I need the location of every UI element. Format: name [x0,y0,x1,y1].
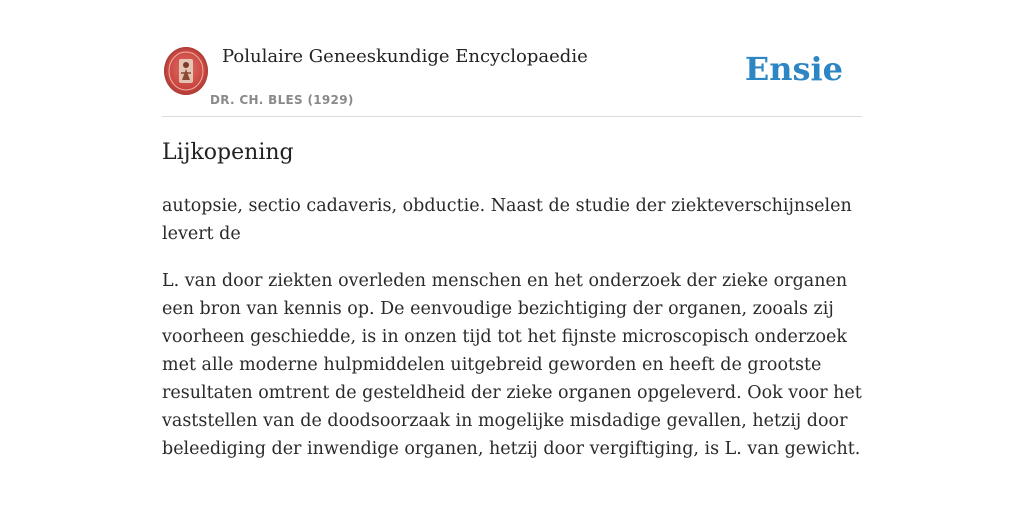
encyclopedia-seal-icon[interactable] [164,47,208,95]
book-author: DR. CH. BLES (1929) [210,93,354,107]
article-body [162,192,867,482]
article-title: Lijkopening [162,140,294,165]
header [162,40,862,117]
book-title[interactable]: Polulaire Geneeskundige Encyclopaedie [222,46,588,67]
ensie-logo[interactable]: Ensie [744,50,843,88]
article-paragraph: autopsie, sectio cadaveris, obductie. Naast de studie der ziekteverschijnselen levert de [162,196,852,244]
article-paragraph: L. van door ziekten overleden menschen en het onderzoek der zieke organen een bron van kennis op. De eenvoudige bezichtiging der organen, zooals zij voorheen geschiedde, is in onzen tijd tot het fijnste microscopisch onderzoek met alle moderne hulpmiddelen uitgebreid geworden en heeft de grootste resultaten omtrent de gesteldheid der zieke organen opgeleverd. Ook voor het vaststellen van de doodsoorzaak in mogelijke misdadige gevallen, hetzij door beleediging der inwendige organen, hetzij door vergiftiging, is L. van gewicht. [162,271,862,459]
